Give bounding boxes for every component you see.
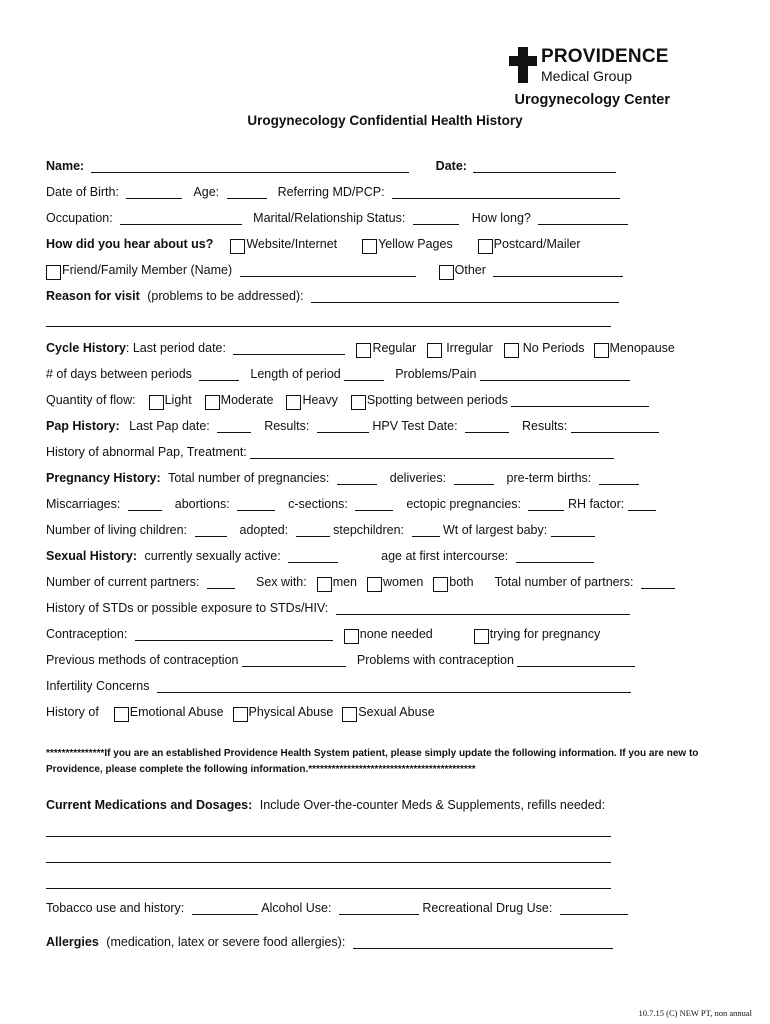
marital-field[interactable]: [413, 209, 459, 225]
no-periods-label: No Periods: [522, 341, 585, 355]
length-period-label: Length of period: [250, 367, 341, 381]
problems-pain-label: Problems/Pain: [395, 367, 477, 381]
adopted-field[interactable]: [296, 521, 330, 537]
trying-checkbox[interactable]: [474, 629, 489, 644]
current-partners-label: Number of current partners:: [46, 575, 200, 589]
row-allergies: [46, 932, 730, 952]
wt-baby-field[interactable]: [551, 521, 595, 537]
problems-contra-field[interactable]: [517, 651, 635, 667]
abnormal-pap-label: History of abnormal Pap, Treatment:: [46, 445, 247, 459]
moderate-label: Moderate: [220, 393, 274, 407]
logo-name: PROVIDENCE: [541, 46, 669, 67]
cross-icon: [509, 47, 537, 83]
spotting-checkbox[interactable]: [351, 395, 366, 410]
alcohol-label: Alcohol Use:: [261, 901, 332, 915]
row-days-between: [46, 364, 730, 384]
regular-label: Regular: [372, 341, 417, 355]
row-medications: [46, 795, 730, 815]
infertility-label: Infertility Concerns: [46, 679, 150, 693]
center-title: Urogynecology Center: [514, 92, 670, 108]
results-field[interactable]: [317, 417, 369, 433]
occupation-label: Occupation:: [46, 211, 113, 225]
referring-label: Referring MD/PCP:: [277, 185, 385, 199]
age-field[interactable]: [227, 183, 267, 199]
tobacco-label: Tobacco use and history:: [46, 901, 185, 915]
row-friend: [46, 260, 730, 280]
problems-contra-label: Problems with contraception: [356, 653, 514, 667]
days-between-label: # of days between periods: [46, 367, 192, 381]
row-flow: [46, 390, 730, 410]
name-field[interactable]: [91, 157, 409, 173]
website-checkbox[interactable]: [230, 239, 245, 254]
last-pap-label: Last Pap date:: [129, 419, 210, 433]
contraception-field[interactable]: [135, 625, 333, 641]
row-occupation: [46, 208, 730, 228]
stepchildren-label: stepchildren:: [333, 523, 405, 537]
tobacco-field[interactable]: [192, 899, 258, 915]
adopted-label: adopted:: [239, 523, 289, 537]
abortions-field[interactable]: [237, 495, 275, 511]
both-label: both: [449, 575, 474, 589]
dob-label: Date of Birth:: [46, 185, 119, 199]
problems-pain-field[interactable]: [480, 365, 630, 381]
how-long-field[interactable]: [538, 209, 628, 225]
row-pap: [46, 416, 730, 436]
deliveries-label: deliveries:: [389, 471, 447, 485]
regular-checkbox[interactable]: [356, 343, 371, 358]
cycle-label: : Last period date:: [125, 341, 226, 355]
yellow-pages-checkbox[interactable]: [362, 239, 377, 254]
history-of-label: History of: [46, 705, 99, 719]
recreational-label: Recreational Drug Use:: [422, 901, 553, 915]
row-prev-methods: [46, 650, 730, 670]
menopause-label: Menopause: [609, 341, 675, 355]
row-reason: [46, 286, 730, 306]
none-needed-label: none needed: [359, 627, 433, 641]
emotional-abuse-label: Emotional Abuse: [129, 705, 224, 719]
sexual-abuse-checkbox[interactable]: [342, 707, 357, 722]
total-preg-field[interactable]: [337, 469, 377, 485]
women-checkbox[interactable]: [367, 577, 382, 592]
allergies-field[interactable]: [353, 933, 613, 949]
ectopic-label: ectopic pregnancies:: [406, 497, 521, 511]
row-abuse: [46, 702, 730, 722]
row-children: [46, 520, 730, 540]
ectopic-field[interactable]: [528, 495, 564, 511]
row-dob: [46, 182, 730, 202]
recreational-field[interactable]: [560, 899, 628, 915]
logo-subtitle: Medical Group: [541, 68, 633, 84]
quantity-flow-label: Quantity of flow:: [46, 393, 136, 407]
established-patient-note: ***************If you are an established Providence Health System patient, please simply update the following information. If you are new to Providence, please complete the following information.*******************************************: [46, 748, 699, 775]
emotional-abuse-checkbox[interactable]: [114, 707, 129, 722]
age-first-label: age at first intercourse:: [381, 549, 509, 563]
providence-logo: [509, 45, 674, 87]
alcohol-field[interactable]: [339, 899, 419, 915]
results-label: Results:: [264, 419, 310, 433]
name-label: Name:: [46, 159, 85, 173]
how-long-label: How long?: [471, 211, 531, 225]
abortions-label: abortions:: [174, 497, 230, 511]
sexually-active-field[interactable]: [288, 547, 338, 563]
infertility-field[interactable]: [157, 677, 631, 693]
medications-line-3[interactable]: [46, 888, 611, 889]
living-children-field[interactable]: [195, 521, 227, 537]
results2-label: Results:: [522, 419, 568, 433]
reason-field[interactable]: [311, 287, 619, 303]
women-label: women: [382, 575, 424, 589]
form-title: Urogynecology Confidential Health History: [247, 113, 523, 128]
spotting-label: Spotting between periods: [366, 393, 508, 407]
row-pregnancy: [46, 468, 730, 488]
allergies-label: (medication, latex or severe food allergies):: [106, 935, 346, 949]
date-field[interactable]: [473, 157, 616, 173]
row-partners: [46, 572, 730, 592]
irregular-checkbox[interactable]: [427, 343, 442, 358]
footer-version: 10.7.15 (C) NEW PT, non annual: [638, 1008, 752, 1018]
other-field[interactable]: [493, 261, 623, 277]
sexual-abuse-label: Sexual Abuse: [358, 705, 435, 719]
friend-label: Friend/Family Member (Name): [62, 263, 233, 277]
age-first-field[interactable]: [516, 547, 594, 563]
preterm-field[interactable]: [599, 469, 639, 485]
length-period-field[interactable]: [344, 365, 384, 381]
row-cycle: [46, 338, 730, 358]
row-sexual: [46, 546, 730, 566]
meds-label-bold: Current Medications and Dosages:: [46, 798, 253, 812]
hpv-label: HPV Test Date:: [372, 419, 458, 433]
preterm-label: pre-term births:: [506, 471, 592, 485]
hear-about-label: How did you hear about us?: [46, 237, 214, 251]
reason-label-bold: Reason for visit: [46, 289, 140, 303]
physical-abuse-label: Physical Abuse: [248, 705, 334, 719]
moderate-checkbox[interactable]: [205, 395, 220, 410]
row-name-date: [46, 156, 730, 176]
csections-label: c-sections:: [288, 497, 348, 511]
dob-field[interactable]: [126, 183, 182, 199]
yellow-pages-label: Yellow Pages: [378, 237, 453, 251]
allergies-label-bold: Allergies: [46, 935, 99, 949]
pregnancy-label-bold: Pregnancy History:: [46, 471, 161, 485]
age-label: Age:: [193, 185, 220, 199]
light-checkbox[interactable]: [149, 395, 164, 410]
csections-field[interactable]: [355, 495, 393, 511]
reason-field-line-2[interactable]: [46, 326, 611, 327]
postcard-checkbox[interactable]: [478, 239, 493, 254]
trying-label: trying for pregnancy: [489, 627, 601, 641]
total-partners-label: Total number of partners:: [494, 575, 634, 589]
date-label: Date:: [435, 159, 467, 173]
stds-field[interactable]: [336, 599, 630, 615]
irregular-label: Irregular: [446, 341, 493, 355]
both-checkbox[interactable]: [433, 577, 448, 592]
website-label: Website/Internet: [246, 237, 338, 251]
row-miscarriages: [46, 494, 730, 514]
pap-label-bold: Pap History:: [46, 419, 120, 433]
rh-label: RH factor:: [567, 497, 625, 511]
referring-field[interactable]: [392, 183, 620, 199]
row-infertility: [46, 676, 730, 696]
miscarriages-field[interactable]: [128, 495, 162, 511]
hpv-field[interactable]: [465, 417, 509, 433]
no-periods-checkbox[interactable]: [504, 343, 519, 358]
wt-baby-label: Wt of largest baby:: [442, 523, 548, 537]
row-stds: [46, 598, 730, 618]
friend-checkbox[interactable]: [46, 265, 61, 280]
physical-abuse-checkbox[interactable]: [233, 707, 248, 722]
heavy-label: Heavy: [302, 393, 338, 407]
other-label: Other: [454, 263, 486, 277]
deliveries-field[interactable]: [454, 469, 494, 485]
last-pap-field[interactable]: [217, 417, 251, 433]
stepchildren-field[interactable]: [412, 521, 440, 537]
last-period-field[interactable]: [233, 339, 345, 355]
prev-methods-label: Previous methods of contraception: [46, 653, 239, 667]
spotting-field[interactable]: [511, 391, 649, 407]
days-between-field[interactable]: [199, 365, 239, 381]
cycle-label-bold: Cycle History: [46, 341, 126, 355]
sex-with-label: Sex with:: [256, 575, 307, 589]
row-abnormal-pap: [46, 442, 730, 462]
current-partners-field[interactable]: [207, 573, 235, 589]
men-checkbox[interactable]: [317, 577, 332, 592]
abnormal-pap-field[interactable]: [250, 443, 614, 459]
miscarriages-label: Miscarriages:: [46, 497, 121, 511]
sexual-label-bold: Sexual History:: [46, 549, 138, 563]
friend-name-field[interactable]: [240, 261, 416, 277]
stds-label: History of STDs or possible exposure to STDs/HIV:: [46, 601, 329, 615]
menopause-checkbox[interactable]: [594, 343, 609, 358]
prev-methods-field[interactable]: [242, 651, 346, 667]
row-substances: [46, 898, 730, 918]
results2-field[interactable]: [571, 417, 659, 433]
reason-label: (problems to be addressed):: [147, 289, 304, 303]
light-label: Light: [164, 393, 192, 407]
occupation-field[interactable]: [120, 209, 242, 225]
men-label: men: [332, 575, 358, 589]
postcard-label: Postcard/Mailer: [493, 237, 581, 251]
meds-label: Include Over-the-counter Meds & Supplements, refills needed:: [259, 798, 606, 812]
medications-line-1[interactable]: [46, 836, 611, 837]
total-preg-label: Total number of pregnancies:: [168, 471, 330, 485]
sexually-active-label: currently sexually active:: [144, 549, 281, 563]
marital-label: Marital/Relationship Status:: [253, 211, 406, 225]
heavy-checkbox[interactable]: [286, 395, 301, 410]
none-needed-checkbox[interactable]: [344, 629, 359, 644]
living-children-label: Number of living children:: [46, 523, 188, 537]
row-hear-about: [46, 234, 730, 254]
row-contraception: [46, 624, 730, 644]
rh-field[interactable]: [628, 495, 656, 511]
total-partners-field[interactable]: [641, 573, 675, 589]
medications-line-2[interactable]: [46, 862, 611, 863]
contraception-label: Contraception:: [46, 627, 128, 641]
other-checkbox[interactable]: [439, 265, 454, 280]
